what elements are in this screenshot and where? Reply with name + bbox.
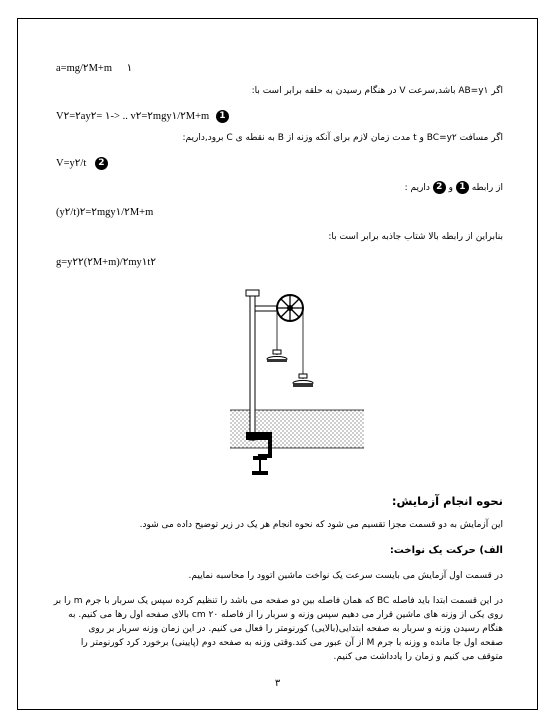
left-weight xyxy=(267,350,287,362)
equation-text: V٢=٢ay١ =٢-> .. v٢=٢mgy١/٢M+m xyxy=(56,111,210,122)
paragraph-line: در این قسمت ابتدا باید فاصله BC که همان فاصله بین دو صفحه می باشد را تنظیم کرده سپس یک سربار با جرم m را بر xyxy=(53,596,503,606)
equation-badge-1: 1 xyxy=(216,110,229,123)
text-from-relations xyxy=(405,181,503,194)
equation-velocity-squared xyxy=(56,110,229,123)
paragraph-line: روی یکی از وزنه های ماشین قرار می دهیم سپس وزنه و سربار را از فاصله ٢٠ cm بالای صفحه اول رها می کنیم. به xyxy=(68,610,503,620)
text-part-a-intro: در قسمت اول آزمایش می بایست سرعت یک نواخت ماشین اتوود را محاسبه نماییم. xyxy=(188,571,503,581)
atwood-machine-illustration xyxy=(222,282,372,477)
equation-badge-2: 2 xyxy=(95,157,108,170)
support-rod xyxy=(250,290,255,440)
equation-acceleration xyxy=(56,62,132,74)
ref-badge-1: 1 xyxy=(456,181,469,194)
procedure-paragraph xyxy=(53,594,503,664)
heading-part-a: الف) حرکت یک نواخت: xyxy=(389,545,503,556)
text-intro: این آزمایش به دو قسمت مجزا تقسیم می شود که نحوه انجام هر یک در زیر توضیح داده می شود. xyxy=(139,520,503,530)
text-fragment: و xyxy=(448,183,453,193)
table-clamp xyxy=(246,432,272,475)
equation-combined: (y٢/t)٢=٢mgy١/٢M+m xyxy=(56,207,154,218)
text-if-ab: اگر AB=y١ باشد,سرعت V در هنگام رسیدن به حلقه برابر است با: xyxy=(251,86,503,96)
paragraph-line: متوقف می کنیم و زمان را یادداشت می کنیم. xyxy=(333,652,503,662)
page-number: ٣ xyxy=(274,678,281,689)
equation-velocity xyxy=(56,157,108,170)
equation-gravity: g=y٢٢(٢M+m)/٢my١t٢ xyxy=(56,257,156,268)
text-fragment: داریم : xyxy=(404,183,430,193)
heading-procedure: نحوه انجام آزمایش: xyxy=(391,494,503,508)
paragraph-line: صفحه اول جا مانده و وزنه با جرم M از آن عبور می کند.وقتی وزنه به صفحه دوم (پایینی) برخورد کرد کورنومتر را xyxy=(80,638,503,648)
equation-text: a=mg/٢M+m xyxy=(56,63,112,74)
text-therefore: بنابراین از رابطه بالا شتاب جاذبه برابر است با: xyxy=(328,232,503,242)
pulley-icon xyxy=(277,295,303,321)
equation-text: V=y٢/t xyxy=(56,158,87,169)
right-weight xyxy=(293,374,313,387)
text-if-bc: اگر مسافت BC=y٢ و t مدت زمان لازم برای آنکه وزنه از B به نقطه ی C برود,داریم: xyxy=(182,133,503,143)
paragraph-line: هنگام رسیدن وزنه و سربار به صفحه ابتدایی(بالایی) کورنومتر را فعال می کنیم. در این زمان وزنه سربار بر روی xyxy=(88,624,503,634)
ref-badge-2: 2 xyxy=(433,181,446,194)
text-fragment: از رابطه xyxy=(471,183,503,193)
equation-number: ١ xyxy=(126,63,133,74)
